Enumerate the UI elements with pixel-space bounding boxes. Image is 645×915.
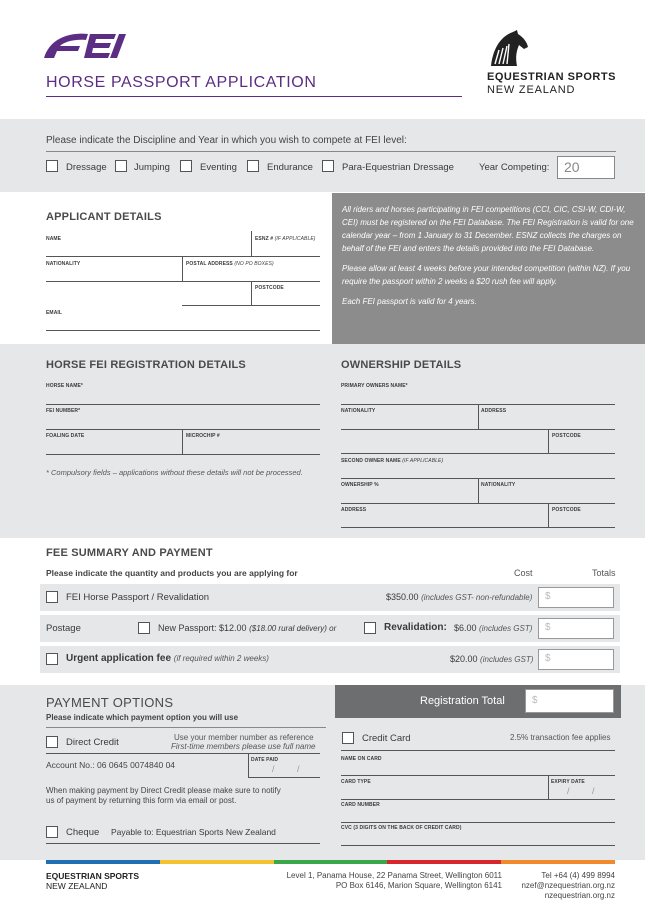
cheque-label: Cheque: [66, 827, 100, 838]
info-panel: [332, 193, 645, 344]
jumping-checkbox[interactable]: [115, 160, 127, 172]
reference-note: Use your member number as reference: [174, 733, 314, 742]
eventing-label: Eventing: [200, 162, 237, 173]
passport-price: $350.00 (includes GST- non-refundable): [386, 592, 533, 602]
owner-nationality-label: NATIONALITY: [341, 408, 376, 414]
footer-tel: Tel +64 (4) 499 8994: [541, 871, 615, 880]
page-title: HORSE PASSPORT APPLICATION: [46, 74, 317, 91]
compulsory-note: * Compulsory fields – applications without these details will not be processed.: [46, 468, 303, 477]
card-type-label: CARD TYPE: [341, 779, 371, 785]
revalidation-label: Revalidation:: [384, 622, 447, 633]
info-paragraph: Each FEI passport is valid for 4 years.: [342, 297, 477, 306]
direct-credit-label: Direct Credit: [66, 737, 119, 748]
divider: [182, 305, 320, 306]
name-label: NAME: [46, 236, 62, 242]
revalidation-price: $6.00 (includes GST): [454, 623, 533, 633]
new-passport-label: New Passport: $12.00 ($18.00 rural delivery) or: [158, 623, 337, 633]
divider: [46, 843, 320, 844]
color-stripe: [46, 860, 615, 864]
expiry-input[interactable]: / /: [567, 786, 605, 796]
new-passport-checkbox[interactable]: [138, 622, 150, 634]
stripe-red: [387, 860, 501, 864]
owner2-address-label: ADDRESS: [341, 507, 367, 513]
postage-total-input[interactable]: $: [538, 618, 614, 639]
fei-number-label: FEI NUMBER*: [46, 408, 81, 414]
divider: [548, 775, 549, 799]
endurance-label: Endurance: [267, 162, 313, 173]
postcode-label: POSTCODE: [255, 285, 284, 291]
divider: [248, 777, 320, 778]
second-owner-label: SECOND OWNER NAME (IF APPLICABLE): [341, 458, 444, 464]
cvc-label: CVC (3 DIGITS ON THE BACK OF CREDIT CARD): [341, 825, 462, 831]
owner2-postcode-label: POSTCODE: [552, 507, 581, 513]
divider: [46, 429, 320, 430]
stripe-orange: [501, 860, 615, 864]
info-paragraph: Please allow at least 4 weeks before your intended competition (within NZ). If you require the passport within 2 weeks a $20 rush fee will apply.: [342, 264, 631, 286]
divider: [341, 750, 615, 751]
dressage-label: Dressage: [66, 162, 107, 173]
divider: [341, 775, 615, 776]
divider: [341, 527, 615, 528]
postal-label: POSTAL ADDRESS (NO PO BOXES): [186, 261, 274, 267]
horse-name-label: HORSE NAME*: [46, 383, 83, 389]
esnz-label: ESNZ # (IF APPLICABLE): [255, 236, 316, 242]
microchip-label: MICROCHIP #: [186, 433, 220, 439]
postage-label: Postage: [46, 623, 81, 634]
passport-label: FEI Horse Passport / Revalidation: [66, 592, 210, 603]
stripe-yellow: [160, 860, 274, 864]
fee-title: FEE SUMMARY AND PAYMENT: [46, 547, 213, 559]
payment-prompt: Please indicate which payment option you will use: [46, 713, 239, 722]
divider: [341, 845, 615, 846]
divider: [251, 231, 252, 256]
year-label: Year Competing:: [479, 162, 550, 173]
year-input[interactable]: 20: [557, 156, 615, 179]
title-underline: [46, 96, 462, 97]
date-paid-input[interactable]: / /: [272, 764, 310, 774]
reg-total-input[interactable]: $: [525, 689, 614, 713]
card-number-label: CARD NUMBER: [341, 802, 380, 808]
account-number: Account No.: 06 0645 0074840 04: [46, 760, 176, 770]
footer-address1: Level 1, Panama House, 22 Panama Street, Wellington 6011: [286, 871, 502, 880]
eventing-checkbox[interactable]: [180, 160, 192, 172]
email-label: EMAIL: [46, 310, 63, 316]
divider: [46, 330, 320, 331]
payment-title: PAYMENT OPTIONS: [46, 695, 174, 710]
divider: [478, 404, 479, 429]
direct-credit-note: When making payment by Direct Credit please make sure to notify us of payment by returning this form via email or post.: [46, 786, 281, 805]
date-paid-label: DATE PAID: [251, 757, 279, 763]
owner-postcode-label: POSTCODE: [552, 433, 581, 439]
para-dressage-checkbox[interactable]: [322, 160, 334, 172]
divider: [46, 151, 616, 152]
divider: [548, 429, 549, 453]
divider: [341, 822, 615, 823]
fei-logo: [40, 28, 130, 62]
footer-address2: PO Box 6146, Marion Square, Wellington 6141: [335, 881, 502, 890]
para-dressage-label: Para-Equestrian Dressage: [342, 162, 454, 173]
cheque-checkbox[interactable]: [46, 826, 58, 838]
divider: [341, 799, 615, 800]
payable-to: Payable to: Equestrian Sports New Zealand: [111, 827, 276, 837]
fee-prompt: Please indicate the quantity and products you are applying for: [46, 568, 298, 578]
divider: [478, 478, 479, 503]
discipline-prompt: Please indicate the Discipline and Year in which you wish to compete at FEI level:: [46, 135, 407, 146]
divider: [182, 429, 183, 454]
passport-total-input[interactable]: $: [538, 587, 614, 608]
nationality-label: NATIONALITY: [46, 261, 81, 267]
jumping-label: Jumping: [134, 162, 170, 173]
owner-address-label: ADDRESS: [481, 408, 507, 414]
revalidation-checkbox[interactable]: [364, 622, 376, 634]
passport-checkbox[interactable]: [46, 591, 58, 603]
discipline-band: [0, 119, 645, 192]
primary-owner-label: PRIMARY OWNERS NAME*: [341, 383, 408, 389]
cost-header: Cost: [514, 568, 533, 578]
divider: [46, 281, 320, 282]
divider: [341, 453, 615, 454]
first-time-note: First-time members please use full name: [171, 742, 316, 751]
reg-total-label: Registration Total: [420, 695, 505, 707]
divider: [46, 256, 320, 257]
divider: [251, 281, 252, 305]
credit-card-checkbox[interactable]: [342, 732, 354, 744]
divider: [46, 404, 320, 405]
expiry-label: EXPIRY DATE: [551, 779, 585, 785]
horse-title: HORSE FEI REGISTRATION DETAILS: [46, 359, 246, 371]
urgent-total-input[interactable]: $: [538, 649, 614, 670]
footer-brand2: NEW ZEALAND: [46, 881, 108, 891]
divider: [46, 753, 320, 754]
fei-logo-icon: [40, 28, 130, 62]
stripe-green: [274, 860, 388, 864]
dressage-checkbox[interactable]: [46, 160, 58, 172]
foaling-label: FOALING DATE: [46, 433, 85, 439]
brand-line1: EQUESTRIAN SPORTS: [487, 71, 616, 83]
divider: [248, 753, 249, 777]
endurance-checkbox[interactable]: [247, 160, 259, 172]
divider: [46, 454, 320, 455]
ownership-title: OWNERSHIP DETAILS: [341, 359, 462, 371]
urgent-label: Urgent application fee (if required within 2 weeks): [66, 653, 269, 664]
owner2-nationality-label: NATIONALITY: [481, 482, 516, 488]
info-paragraph: All riders and horses participating in FEI competitions (CCI, CIC, CSI-W, CDI-W, CEI) must be registered on the FEI Database. The FEI Registration is valid for one calendar year – from 1 January to 31 December. ESNZ collects the charges on behalf of the FEI and enters the details provided into the FEI Database.: [342, 205, 634, 253]
divider: [548, 503, 549, 527]
divider: [46, 727, 326, 728]
credit-card-label: Credit Card: [362, 733, 411, 744]
ownership-pct-label: OWNERSHIP %: [341, 482, 379, 488]
divider: [341, 503, 615, 504]
direct-credit-checkbox[interactable]: [46, 736, 58, 748]
stripe-blue: [46, 860, 160, 864]
footer-email[interactable]: nzef@nzequestrian.org.nz: [521, 881, 615, 890]
cc-fee-note: 2.5% transaction fee applies: [510, 733, 611, 742]
footer-web[interactable]: nzequestrian.org.nz: [544, 891, 615, 900]
brand-line2: NEW ZEALAND: [487, 84, 576, 96]
divider: [182, 256, 183, 281]
horse-head-icon: [487, 28, 531, 68]
name-on-card-label: NAME ON CARD: [341, 756, 382, 762]
divider: [341, 429, 615, 430]
urgent-price: $20.00 (includes GST): [450, 654, 534, 664]
footer-brand1: EQUESTRIAN SPORTS: [46, 871, 140, 881]
urgent-checkbox[interactable]: [46, 653, 58, 665]
applicant-title: APPLICANT DETAILS: [46, 211, 162, 223]
totals-header: Totals: [592, 568, 616, 578]
